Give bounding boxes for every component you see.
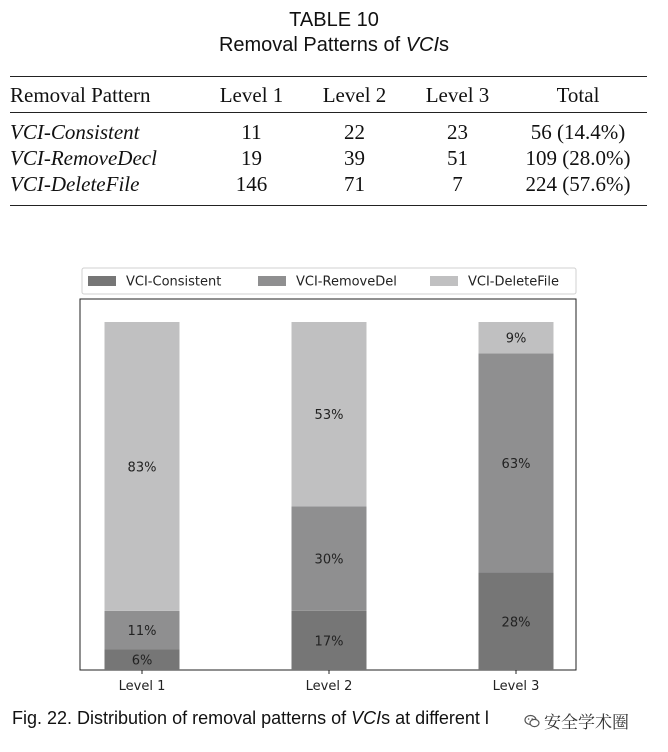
- cell-level-1: 146: [200, 171, 303, 206]
- table-number: TABLE 10: [289, 9, 379, 31]
- cell-level-2: 39: [344, 146, 365, 170]
- table-title-suffix: s: [439, 34, 450, 56]
- x-tick-label: Level 3: [492, 679, 540, 694]
- wechat-icon: [524, 713, 540, 729]
- x-tick-label: Level 1: [118, 679, 166, 694]
- table-caption: [0, 8, 668, 58]
- cell-pattern: VCI-DeleteFile: [10, 171, 200, 206]
- bar-value-label: 30%: [314, 552, 344, 568]
- table-row: [10, 145, 647, 171]
- bar-value-label: 6%: [131, 653, 153, 669]
- figure-caption-prefix: Fig. 22. Distribution of removal patterns of: [12, 708, 352, 728]
- cell-pattern: VCI-Consistent: [10, 120, 140, 144]
- cell-total: 224 (57.6%): [509, 171, 647, 206]
- table-title-term: VCI: [405, 34, 440, 56]
- cell-total: 109 (28.0%): [525, 146, 631, 170]
- watermark-text: 安全学术圈: [544, 713, 629, 733]
- cell-level-2: 22: [344, 120, 365, 144]
- bar-value-label: 11%: [127, 623, 157, 639]
- cell-level-2: 71: [303, 171, 406, 206]
- header-level-2: Level 2: [303, 77, 406, 113]
- cell-level-3: 51: [447, 146, 468, 170]
- figure-caption: [12, 708, 489, 729]
- header-total: Total: [509, 77, 647, 113]
- cell-pattern: VCI-RemoveDecl: [10, 146, 157, 170]
- table-header-row: [10, 77, 647, 113]
- bar-value-label: 63%: [501, 456, 531, 472]
- bar-value-label: 83%: [127, 460, 157, 476]
- table-row: [10, 171, 647, 206]
- header-level-1: Level 1: [200, 77, 303, 113]
- table-row: [10, 113, 647, 146]
- header-removal-pattern: Removal Pattern: [10, 77, 200, 113]
- figure-caption-term: VCI: [351, 708, 382, 728]
- table-title-prefix: Removal Patterns of: [218, 34, 406, 56]
- chart-legend: [82, 268, 576, 294]
- removal-patterns-table: [10, 76, 647, 206]
- bar-value-label: 9%: [505, 331, 527, 347]
- bar-value-label: 53%: [314, 408, 344, 424]
- cell-level-1: 11: [241, 120, 262, 144]
- figure-caption-suffix: s at different l: [381, 708, 489, 728]
- legend-swatch: [88, 276, 116, 286]
- x-tick-label: Level 2: [305, 679, 353, 694]
- legend-swatch: [258, 276, 286, 286]
- cell-level-3: 7: [406, 171, 509, 206]
- bar-value-label: 17%: [314, 634, 344, 650]
- legend-label: VCI-RemoveDel: [296, 274, 397, 290]
- header-level-3: Level 3: [406, 77, 509, 113]
- cell-level-1: 19: [241, 146, 262, 170]
- bar-value-label: 28%: [501, 615, 531, 631]
- legend-swatch: [430, 276, 458, 286]
- cell-level-3: 23: [447, 120, 468, 144]
- stacked-bar-chart: [0, 262, 668, 702]
- legend-label: VCI-Consistent: [126, 274, 222, 290]
- legend-label: VCI-DeleteFile: [468, 274, 559, 290]
- watermark: [518, 706, 635, 735]
- table-title: [0, 32, 668, 58]
- cell-total: 56 (14.4%): [530, 120, 626, 144]
